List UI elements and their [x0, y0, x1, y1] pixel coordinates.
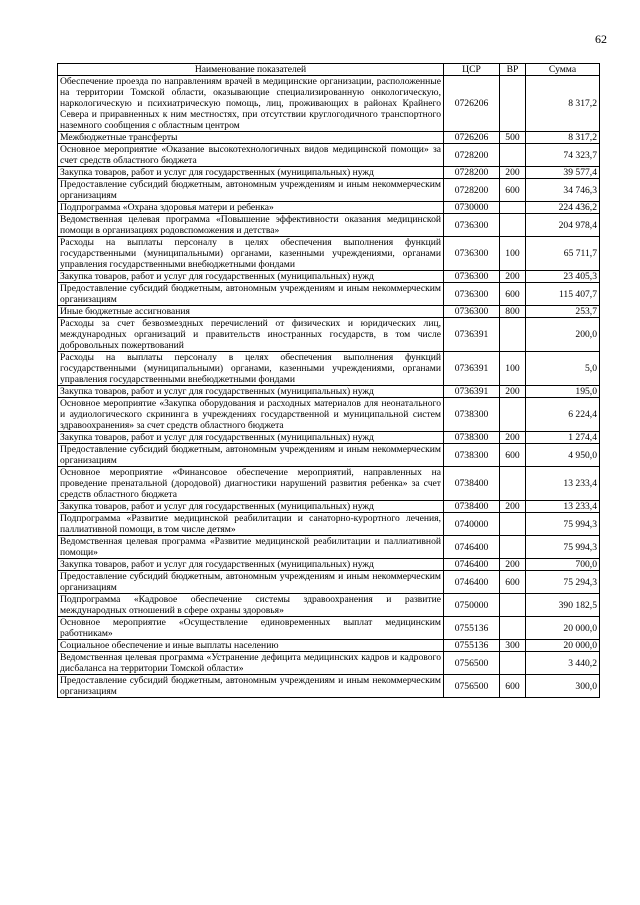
cell-vr: 200 [500, 559, 526, 571]
cell-csr: 0755136 [444, 640, 500, 652]
cell-csr: 0736391 [444, 386, 500, 398]
cell-csr: 0738400 [444, 501, 500, 513]
table-row [58, 675, 600, 698]
cell-name: Основное мероприятие «Закупка оборудования и расходных материалов для неонатального и аудиологического скрининга в учреждениях государственной и муниципальной систем здравоохранения» за счет средств областного бюджета [58, 398, 444, 432]
cell-vr: 600 [500, 283, 526, 306]
cell-sum: 75 294,3 [526, 571, 600, 594]
cell-name: Основное мероприятие «Финансовое обеспечение мероприятий, направленных на проведение пренатальной (дородовой) диагностики нарушений развития ребенка» за счет средств областного бюджета [58, 467, 444, 501]
cell-vr: 500 [500, 132, 526, 144]
cell-name: Подпрограмма «Кадровое обеспечение системы здравоохранения и развитие международных отношений в сфере охраны здоровья» [58, 594, 444, 617]
cell-csr: 0730000 [444, 202, 500, 214]
cell-csr: 0738400 [444, 467, 500, 501]
cell-sum: 65 711,7 [526, 237, 600, 271]
table-row [58, 76, 600, 132]
header-vr: ВР [500, 64, 526, 76]
cell-name: Иные бюджетные ассигнования [58, 306, 444, 318]
cell-name: Подпрограмма «Охрана здоровья матери и ребенка» [58, 202, 444, 214]
cell-vr [500, 467, 526, 501]
cell-sum: 8 317,2 [526, 76, 600, 132]
table-row [58, 571, 600, 594]
cell-vr: 200 [500, 167, 526, 179]
cell-name: Закупка товаров, работ и услуг для государственных (муниципальных) нужд [58, 559, 444, 571]
cell-sum: 115 407,7 [526, 283, 600, 306]
cell-csr: 0736300 [444, 271, 500, 283]
cell-csr: 0738300 [444, 444, 500, 467]
table-row [58, 501, 600, 513]
cell-name: Предоставление субсидий бюджетным, автономным учреждениям и иным некоммерческим организациям [58, 675, 444, 698]
cell-sum: 23 405,3 [526, 271, 600, 283]
table-row [58, 214, 600, 237]
table-row [58, 640, 600, 652]
cell-csr: 0728200 [444, 167, 500, 179]
cell-csr: 0755136 [444, 617, 500, 640]
cell-sum: 700,0 [526, 559, 600, 571]
cell-sum: 39 577,4 [526, 167, 600, 179]
cell-csr: 0736300 [444, 306, 500, 318]
table-row [58, 386, 600, 398]
cell-csr: 0740000 [444, 513, 500, 536]
cell-vr: 200 [500, 386, 526, 398]
cell-csr: 0736300 [444, 237, 500, 271]
budget-table [57, 63, 600, 698]
cell-vr: 300 [500, 640, 526, 652]
table-header-row [58, 64, 600, 76]
table-row [58, 167, 600, 179]
cell-csr: 0746400 [444, 536, 500, 559]
cell-name: Ведомственная целевая программа «Повышение эффективности оказания медицинской помощи в организациях родовспоможения и детства» [58, 214, 444, 237]
cell-vr [500, 594, 526, 617]
cell-sum: 300,0 [526, 675, 600, 698]
cell-name: Социальное обеспечение и иные выплаты населению [58, 640, 444, 652]
cell-name: Закупка товаров, работ и услуг для государственных (муниципальных) нужд [58, 386, 444, 398]
cell-name: Межбюджетные трансферты [58, 132, 444, 144]
cell-vr [500, 617, 526, 640]
cell-name: Основное мероприятие «Осуществление единовременных выплат медицинским работникам» [58, 617, 444, 640]
cell-sum: 4 950,0 [526, 444, 600, 467]
cell-name: Предоставление субсидий бюджетным, автономным учреждениям и иным некоммерческим организациям [58, 179, 444, 202]
table-row [58, 444, 600, 467]
cell-csr: 0726206 [444, 132, 500, 144]
table-row [58, 467, 600, 501]
cell-sum: 20 000,0 [526, 640, 600, 652]
cell-name: Расходы за счет безвозмездных перечислений от физических и юридических лиц, международных организаций и правительств иностранных государств, в том числе добровольных пожертвований [58, 318, 444, 352]
cell-vr: 200 [500, 501, 526, 513]
cell-vr [500, 536, 526, 559]
cell-vr: 600 [500, 444, 526, 467]
cell-sum: 8 317,2 [526, 132, 600, 144]
table-row [58, 144, 600, 167]
cell-name: Закупка товаров, работ и услуг для государственных (муниципальных) нужд [58, 432, 444, 444]
cell-name: Предоставление субсидий бюджетным, автономным учреждениям и иным некоммерческим организациям [58, 444, 444, 467]
cell-vr: 200 [500, 271, 526, 283]
table-row [58, 237, 600, 271]
table-row [58, 536, 600, 559]
cell-csr: 0736300 [444, 283, 500, 306]
table-row [58, 202, 600, 214]
cell-vr: 600 [500, 675, 526, 698]
table-row [58, 559, 600, 571]
table-row [58, 283, 600, 306]
cell-csr: 0736391 [444, 352, 500, 386]
cell-name: Закупка товаров, работ и услуг для государственных (муниципальных) нужд [58, 501, 444, 513]
cell-sum: 253,7 [526, 306, 600, 318]
table-row [58, 513, 600, 536]
cell-sum: 20 000,0 [526, 617, 600, 640]
cell-csr: 0750000 [444, 594, 500, 617]
cell-name: Ведомственная целевая программа «Устранение дефицита медицинских кадров и кадрового дисбаланса на территории Томской области» [58, 652, 444, 675]
cell-sum: 75 994,3 [526, 536, 600, 559]
cell-vr [500, 318, 526, 352]
cell-sum: 5,0 [526, 352, 600, 386]
cell-sum: 13 233,4 [526, 467, 600, 501]
cell-sum: 13 233,4 [526, 501, 600, 513]
cell-csr: 0738300 [444, 432, 500, 444]
cell-sum: 6 224,4 [526, 398, 600, 432]
table-row [58, 271, 600, 283]
cell-csr: 0736300 [444, 214, 500, 237]
cell-name: Обеспечение проезда по направлениям врачей в медицинские организации, расположенные на территории Томской области, оказывающие специализированную онкологическую, наркологическую и психиатрическую помощь, лиц, проживающих в районах Крайнего Севера и приравненных к ним местностях, при отсутствии круглогодичного транспортного наземного сообщения с областным центром [58, 76, 444, 132]
cell-csr: 0728200 [444, 144, 500, 167]
cell-sum: 1 274,4 [526, 432, 600, 444]
cell-vr [500, 652, 526, 675]
table-row [58, 652, 600, 675]
cell-name: Основное мероприятие «Оказание высокотехнологичных видов медицинской помощи» за счет средств областного бюджета [58, 144, 444, 167]
cell-vr [500, 513, 526, 536]
cell-vr: 600 [500, 179, 526, 202]
cell-vr [500, 214, 526, 237]
cell-csr: 0746400 [444, 559, 500, 571]
cell-csr: 0756500 [444, 652, 500, 675]
cell-sum: 3 440,2 [526, 652, 600, 675]
cell-name: Расходы на выплаты персоналу в целях обеспечения выполнения функций государственными (муниципальными) органами, казенными учреждениями, органами управления государственными внебюджетными фондами [58, 237, 444, 271]
page-number: 62 [595, 32, 607, 46]
table-row [58, 594, 600, 617]
cell-name: Ведомственная целевая программа «Развитие медицинской реабилитации и паллиативной помощи» [58, 536, 444, 559]
cell-name: Предоставление субсидий бюджетным, автономным учреждениям и иным некоммерческим организациям [58, 571, 444, 594]
cell-vr: 800 [500, 306, 526, 318]
cell-csr: 0756500 [444, 675, 500, 698]
cell-csr: 0728200 [444, 179, 500, 202]
cell-csr: 0738300 [444, 398, 500, 432]
cell-vr [500, 144, 526, 167]
table-row [58, 132, 600, 144]
table-row [58, 398, 600, 432]
cell-sum: 195,0 [526, 386, 600, 398]
cell-csr: 0746400 [444, 571, 500, 594]
cell-sum: 75 994,3 [526, 513, 600, 536]
cell-vr: 600 [500, 571, 526, 594]
cell-name: Закупка товаров, работ и услуг для государственных (муниципальных) нужд [58, 271, 444, 283]
cell-vr [500, 398, 526, 432]
cell-name: Закупка товаров, работ и услуг для государственных (муниципальных) нужд [58, 167, 444, 179]
cell-sum: 34 746,3 [526, 179, 600, 202]
cell-csr: 0726206 [444, 76, 500, 132]
table-row [58, 306, 600, 318]
table-row [58, 179, 600, 202]
table-row [58, 318, 600, 352]
cell-sum: 204 978,4 [526, 214, 600, 237]
cell-csr: 0736391 [444, 318, 500, 352]
header-csr: ЦСР [444, 64, 500, 76]
table-row [58, 432, 600, 444]
cell-name: Подпрограмма «Развитие медицинской реабилитации и санаторно-курортного лечения, паллиативной помощи, в том числе детям» [58, 513, 444, 536]
cell-vr: 100 [500, 352, 526, 386]
cell-sum: 390 182,5 [526, 594, 600, 617]
cell-name: Расходы на выплаты персоналу в целях обеспечения выполнения функций государственными (муниципальными) органами, казенными учреждениями, органами управления государственными внебюджетными фондами [58, 352, 444, 386]
header-sum: Сумма [526, 64, 600, 76]
cell-sum: 224 436,2 [526, 202, 600, 214]
cell-sum: 74 323,7 [526, 144, 600, 167]
cell-vr [500, 76, 526, 132]
cell-vr: 200 [500, 432, 526, 444]
table-row [58, 617, 600, 640]
cell-sum: 200,0 [526, 318, 600, 352]
cell-vr [500, 202, 526, 214]
header-name: Наименование показателей [58, 64, 444, 76]
cell-vr: 100 [500, 237, 526, 271]
cell-name: Предоставление субсидий бюджетным, автономным учреждениям и иным некоммерческим организациям [58, 283, 444, 306]
table-row [58, 352, 600, 386]
